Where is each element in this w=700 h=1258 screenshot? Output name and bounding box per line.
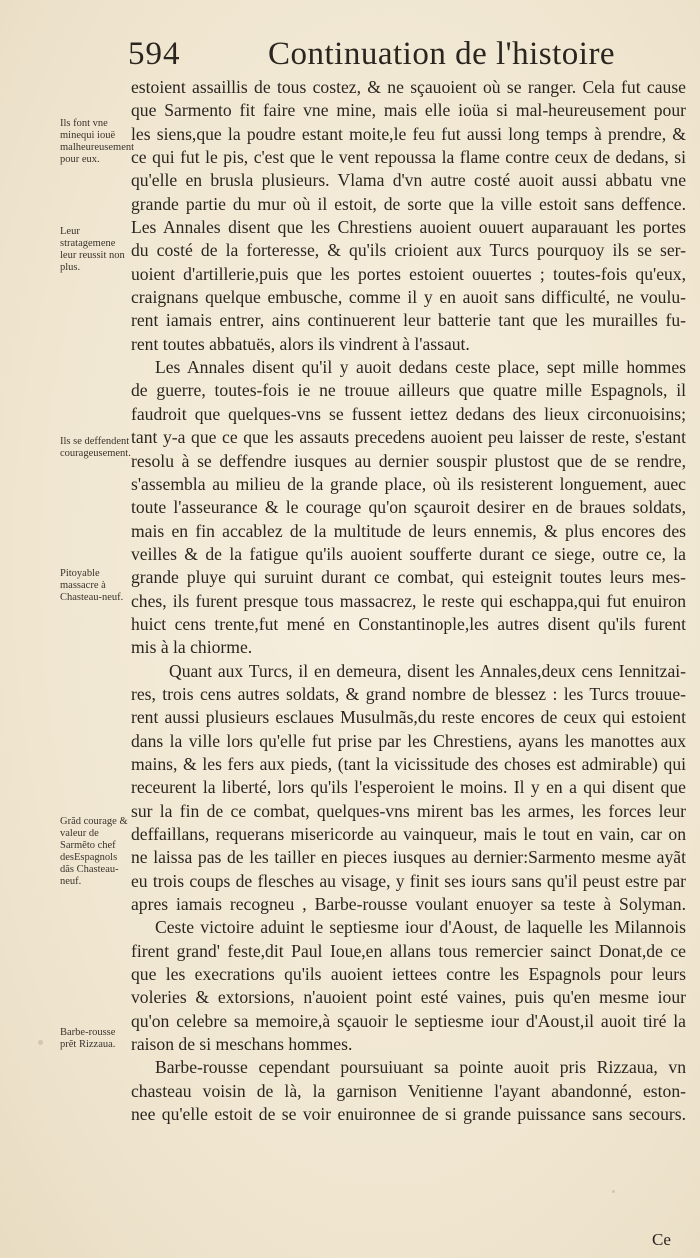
text-line: que les execrations qu'ils auoient iettees contre les Espagnols pour leurs: [131, 964, 686, 985]
margin-note: Grãd courage & valeur de Sarmẽto chef desEspagnols dãs Chasteau-neuf.: [60, 816, 128, 887]
text-line: res, trois cens autres soldats, & grand nombre de blessez : les Turcs trouue-: [131, 683, 686, 704]
text-line: du costé de la forteresse, & qu'ils crioient aux Turcs pourquoy ils se ser-: [131, 240, 686, 261]
text-line: rent iamais entrer, ains continuerent leur batterie tant que les murailles fu-: [131, 310, 686, 331]
text-line: ce qui fut le pis, c'est que le vent repoussa la flame contre ceux de dedans, si: [131, 147, 686, 168]
text-line: deffaillans, requerans misericorde au vainqueur, mais le tout en vain, car on: [131, 824, 686, 844]
text-line: estoient assaillis de tous costez, & ne sçauoient où se ranger. Cela fut cause: [131, 77, 686, 97]
text-line: raison de si meschans hommes.: [131, 1034, 353, 1055]
page-number: 594: [128, 36, 181, 72]
text-line: Ceste victoire aduint le septiesme iour d'Aoust, de laquelle les Milannois: [155, 917, 686, 938]
text-line: que Sarmento fit faire vne mine, mais elle ioüa si mal-heureusement pour: [131, 100, 686, 121]
text-line: rent aussi plusieurs esclaues Musulmãs,du reste encores de ceux qui estoient: [131, 707, 686, 728]
text-line: uoient d'artillerie,puis que les portes estoient ouuertes ; toutes-fois qu'eux,: [131, 263, 686, 284]
text-line: receurent la liberté, lors qu'ils l'esperoient le moins. Il y en a qui disent que: [131, 777, 686, 798]
text-line: faudroit que quelques-vns se fussent iettez dedans des lieux circonuoisins;: [131, 403, 686, 424]
text-line: mis à la chiorme.: [131, 637, 253, 658]
text-line: qu'elle en brusla plusieurs. Vlama d'vn autre costé auoit aussi abbatu vne: [131, 170, 686, 191]
text-line: de guerre, toutes-fois ie ne trouue ailleurs que quatre mille Espagnols, il: [131, 380, 686, 401]
text-line: Barbe-rousse cependant poursuiuant sa pointe auoit pris Rizzaua, vn: [155, 1057, 686, 1078]
margin-note: Leur stratagemene leur reussit non plus.: [60, 226, 125, 273]
text-line: firent grand' feste,dit Paul Ioue,en allans tous remercier sainct Donat,de ce: [131, 940, 686, 961]
margin-note: Ils font vne minequi iouë malheureusement pour eux.: [60, 118, 135, 165]
text-line: veilles & de la fatigue qu'ils auoient soufferte durant ce siege, outre ce, la: [131, 543, 686, 564]
text-line: chasteau voisin de là, la garnison Venitienne l'ayant abandonné, eston-: [131, 1080, 686, 1101]
text-line: Les Annales disent qu'il y auoit dedans ceste place, sept mille hommes: [155, 357, 686, 378]
text-line: ches, ils furent presque tous massacrez, le reste qui eschappa,qui fut enuiron: [131, 590, 686, 611]
text-line: grande pluye qui suruint durant ce combat, qui esteignit toutes leurs mes-: [131, 567, 686, 588]
text-line: tant y-a que ce que les assauts precedens auoient peu laisser de reste, s'estant: [131, 427, 686, 448]
page-header: [128, 36, 688, 76]
text-line: les siens,que la poudre estant moite,le feu fut aussi long temps à prendre, &: [131, 123, 686, 144]
text-line: apres iamais recogneu , Barbe-rousse voulant enuoyer sa teste à Solyman.: [131, 894, 686, 915]
text-line: qu'on celebre sa memoire,à sçauoir le septiesme iour d'Aoust,il auoit tiré la: [131, 1010, 686, 1031]
text-line: resolu à se deffendre iusques au dernier souspir plustost que de se rendre,: [131, 450, 686, 471]
catchword: Ce: [652, 1230, 671, 1249]
text-line: nee qu'elle estoit de se voir enuironnee de si grande puissance sans secours.: [131, 1104, 686, 1125]
text-line: voleries & extorsions, n'auoient point esté vaines, puis qu'en mesme iour: [131, 987, 686, 1008]
text-line: dans la ville lors qu'elle fut prise par les Chrestiens, ayans les manottes aux: [131, 730, 686, 751]
paper-speck: [38, 1040, 43, 1045]
running-title: Continuation de l'histoire: [268, 36, 616, 72]
text-line: craignans quelque embusche, comme il y en auoit sans difficulté, ne voulu-: [131, 287, 686, 308]
text-line: grande partie du mur où il estoit, de sorte que la ville estoit sans deffence.: [131, 193, 686, 214]
text-line: mais en fin accablez de la multitude de leurs ennemis, & plus encores des: [131, 520, 686, 541]
text-line: Quant aux Turcs, il en demeura, disent les Annales,deux cens Iennitzai-: [169, 660, 686, 681]
text-line: rent toutes abbatuës, alors ils vindrent à l'assaut.: [131, 333, 470, 354]
margin-note: Barbe-rousse prẽt Rizzaua.: [60, 1027, 116, 1050]
body-text: [131, 76, 686, 1126]
text-line: s'assembla au milieu de la grande place, où ils resisterent longuement, auec: [131, 473, 686, 494]
paper-speck: [612, 1190, 615, 1193]
text-line: toute l'asseurance & le courage qu'on sçauroit desirer en de braues soldats,: [131, 497, 686, 518]
margin-note: Pitoyable massacre à Chasteau-neuf.: [60, 568, 124, 603]
text-line: huict cens trente,fut mené en Constantinople,les autres disent qu'ils furent: [131, 613, 686, 634]
text-line: Les Annales disent que les Chrestiens auoient ouuert auparauant les portes: [131, 217, 686, 238]
margin-note: Ils se deffendent courageusement.: [60, 436, 131, 459]
text-line: sur la fin de ce combat, quelques-vns mirent bas les armes, les forces leur: [131, 800, 686, 821]
text-line: ne laissa pas de les tailler en pieces iusques au dernier:Sarmento mesme ayãt: [131, 847, 686, 868]
text-line: mains, & les fers aux pieds, (tant la vicissitude des choses est admirable) qui: [131, 753, 686, 774]
text-line: eu trois coups de flesches au visage, y finit ses iours sans qu'il peust estre par: [131, 870, 686, 891]
